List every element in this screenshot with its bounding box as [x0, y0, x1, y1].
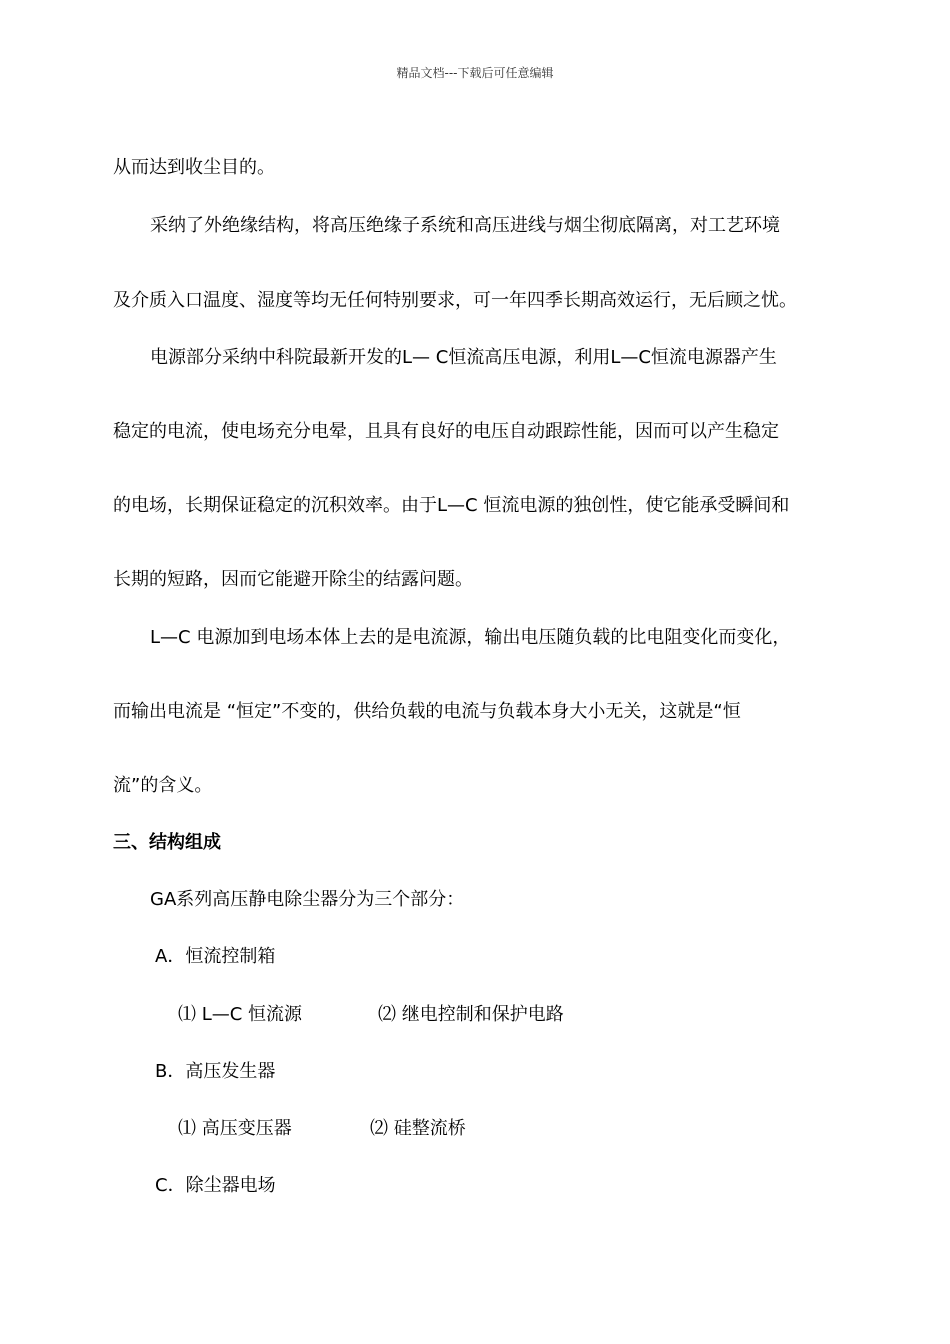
sub-item: ⑴ L—C 恒流源 — [178, 1004, 303, 1025]
section-heading: 三、结构组成 — [113, 832, 221, 853]
paragraph-line: 及介质入口温度、湿度等均无任何特别要求，可一年四季长期高效运行，无后顾之忧。 — [113, 290, 797, 311]
paragraph-line: 稳定的电流，使电场充分电晕，且具有良好的电压自动跟踪性能，因而可以产生稳定 — [113, 421, 779, 442]
list-item-c: C．除尘器电场 — [155, 1175, 276, 1196]
paragraph-line: 而输出电流是 “恒定”不变的，供给负载的电流与负载本身大小无关，这就是“恒 — [113, 701, 741, 722]
paragraph-line: L—C 电源加到电场本体上去的是电流源，输出电压随负载的比电阻变化而变化， — [150, 627, 791, 648]
paragraph-line: 流”的含义。 — [113, 775, 213, 796]
intro-text: GA系列高压静电除尘器分为三个部分： — [150, 889, 465, 910]
list-item-a: A．恒流控制箱 — [155, 946, 276, 967]
sub-item: ⑵ 硅整流桥 — [370, 1118, 466, 1139]
paragraph-line: 从而达到收尘目的。 — [113, 157, 275, 178]
page-header: 精品文档---下载后可任意编辑 — [396, 66, 554, 80]
paragraph-line: 长期的短路，因而它能避开除尘的结露问题。 — [113, 569, 473, 590]
paragraph-line: 电源部分采纳中科院最新开发的L— C恒流高压电源，利用L—C恒流电源器产生 — [150, 347, 777, 368]
list-item-b: B．高压发生器 — [155, 1061, 276, 1082]
paragraph-line: 的电场，长期保证稳定的沉积效率。由于L—C 恒流电源的独创性，使它能承受瞬间和 — [113, 495, 790, 516]
sub-item: ⑴ 高压变压器 — [178, 1118, 292, 1139]
paragraph-line: 采纳了外绝缘结构，将高压绝缘子系统和高压进线与烟尘彻底隔离，对工艺环境 — [150, 215, 780, 236]
sub-item: ⑵ 继电控制和保护电路 — [378, 1004, 564, 1025]
